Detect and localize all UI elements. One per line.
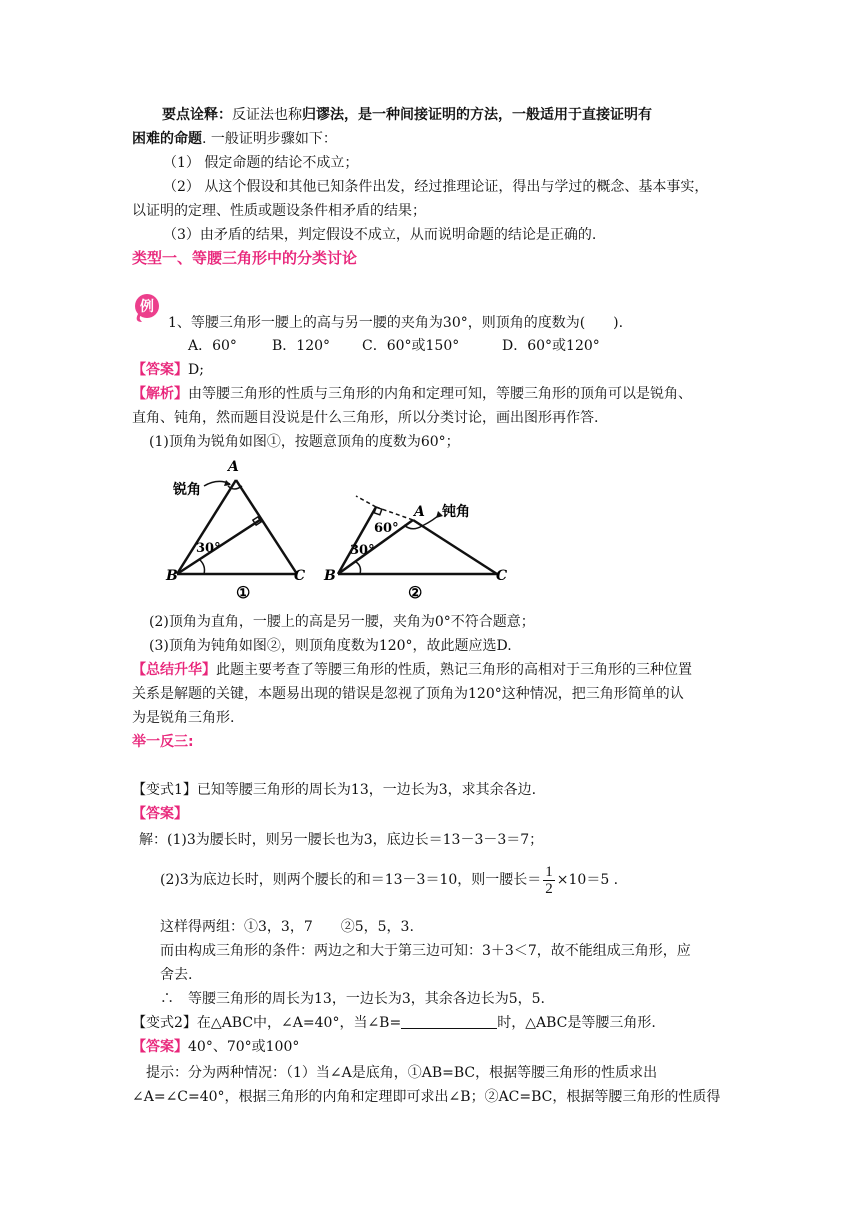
- v1-solution-2: [160, 862, 760, 898]
- q1-analysis-a: 由等腰三角形的性质与三角形的内角和定理可知，等腰三角形的顶角可以是锐角、: [188, 386, 692, 402]
- v2-answer-label: 【答案】: [132, 1039, 188, 1055]
- fig2-label-a: A: [414, 504, 425, 520]
- q1-options: [188, 334, 788, 358]
- q1-option-c: C．60°或150°: [362, 338, 460, 354]
- fig2-label-c: C: [496, 568, 508, 584]
- practice-label: 举一反三:: [132, 734, 194, 750]
- fig2-caption: ②: [408, 583, 423, 602]
- q1-answer: D;: [188, 362, 204, 378]
- fig1-angle: 30°: [196, 541, 221, 556]
- v1-solution-2a: (2)3为底边长时，则两个腰长的和＝13－3＝10，则一腰长＝: [160, 872, 542, 888]
- q1-summary-a: 此题主要考查了等腰三角形的性质，熟记三角形的高相对于三角形的三种位置: [216, 662, 692, 678]
- q1-analysis-line-2: 直角、钝角，然而题目没说是什么三角形，所以分类讨论，画出图形再作答.: [132, 410, 599, 426]
- q1-case-1: (1)顶角为锐角如图①，按题意顶角的度数为60°；: [149, 434, 460, 450]
- q1-stem: 1、等腰三角形一腰上的高与另一腰的夹角为30°，则顶角的度数为( ).: [168, 315, 624, 331]
- keypoint-intro-d: . 一般证明步骤如下：: [202, 131, 337, 147]
- v2-text-a: 在△ABC中，∠A=40°，当∠B=: [196, 1015, 402, 1031]
- fig2-label-b: B: [324, 568, 336, 584]
- keypoint-intro-a: 反证法也称: [232, 107, 302, 123]
- q1-summary-line-1: [132, 658, 732, 682]
- keypoint-line-1: [162, 103, 762, 127]
- fig1-caption: ①: [236, 583, 251, 602]
- keypoint-step-3: （3）由矛盾的结果，判定假设不成立，从而说明命题的结论是正确的.: [163, 227, 597, 243]
- q1-option-d: D．60°或120°: [502, 338, 600, 354]
- section-title: 类型一、等腰三角形中的分类讨论: [132, 249, 358, 267]
- fig1-angle-label: 锐角: [173, 482, 201, 498]
- fraction-numerator: 1: [545, 863, 553, 880]
- q1-analysis-line-1: [132, 382, 732, 406]
- q1-option-a: A．60°: [188, 338, 237, 354]
- v2-question: [132, 1011, 732, 1035]
- v1-text: 已知等腰三角形的周长为13，一边长为3，求其余各边.: [196, 782, 537, 798]
- q1-answer-line: [132, 358, 732, 382]
- v1-solution-1: 解：(1)3为腰长时，则另一腰长也为3，底边长＝13－3－3＝7；: [139, 832, 544, 848]
- fig2-angle-label: 钝角: [442, 504, 470, 520]
- q1-summary-line-2: 关系是解题的关键，本题易出现的错误是忽视了顶角为120°这种情况，把三角形简单的认: [132, 686, 684, 702]
- v1-answer-label: 【答案】: [132, 806, 188, 822]
- q1-option-b: B．120°: [272, 338, 331, 354]
- v2-label: 【变式2】: [132, 1015, 197, 1031]
- v2-hint-line-2: ∠A=∠C=40°，根据三角形的内角和定理即可求出∠B；②AC=BC，根据等腰三角形的性质得: [132, 1089, 721, 1105]
- q1-summary-label: 【总结升华】: [132, 662, 216, 678]
- v1-solution-2b: ×10＝5 .: [556, 872, 619, 888]
- keypoint-intro-c: 困难的命题: [132, 131, 202, 147]
- fraction-denominator: 2: [545, 880, 553, 897]
- v1-question: [132, 778, 732, 802]
- example-badge-text: 例: [140, 299, 154, 315]
- keypoint-step-1: （1） 假定命题的结论不成立；: [163, 155, 359, 171]
- v2-answer: 40°、70°或100°: [188, 1039, 300, 1055]
- fig1-label-c: C: [294, 568, 306, 584]
- v1-solution-5: ∴ 等腰三角形的周长为13，一边长为3，其余各边长为5，5.: [160, 991, 545, 1007]
- v1-solution-4b: 舍去.: [160, 967, 193, 983]
- q1-summary-line-3: 为是锐角三角形.: [132, 710, 235, 726]
- v2-hint-line-1: 提示：分为两种情况：（1）当∠A是底角，①AB=BC，根据等腰三角形的性质求出: [146, 1065, 658, 1081]
- figure-1: [165, 459, 305, 602]
- fig2-angle: 30°: [350, 543, 375, 558]
- fig1-label-a: A: [228, 459, 239, 475]
- fig2-angle-top: 60°: [374, 521, 399, 536]
- keypoint-step-2a: （2） 从这个假设和其他已知条件出发，经过推理论证，得出与学过的概念、基本事实，: [163, 179, 709, 195]
- v1-solution-4a: 而由构成三角形的条件：两边之和大于第三边可知：3＋3＜7，故不能组成三角形，应: [160, 943, 691, 959]
- triangle-figures: [160, 456, 540, 604]
- q1-case-3: (3)顶角为钝角如图②，则顶角度数为120°，故此题应选D.: [149, 638, 512, 654]
- keypoint-label: 要点诠释：: [162, 107, 232, 123]
- fig1-label-b: B: [166, 568, 178, 584]
- v1-label: 【变式1】: [132, 782, 197, 798]
- v2-text-b: 时，△ABC是等腰三角形.: [497, 1015, 656, 1031]
- v1-solution-3: 这样得两组：①3，3，7 ②5，5，3.: [160, 919, 414, 935]
- fraction-one-half: [543, 864, 555, 897]
- example-badge-icon: [132, 292, 164, 324]
- v2-answer-blank[interactable]: [401, 1014, 497, 1029]
- keypoint-intro-b: 归谬法，是一种间接证明的方法，一般适用于直接证明有: [302, 107, 652, 123]
- q1-answer-label: 【答案】: [132, 362, 188, 378]
- figure-2: [323, 496, 507, 602]
- q1-analysis-label: 【解析】: [132, 386, 188, 402]
- v2-answer-line: [132, 1035, 732, 1059]
- q1-case-2: (2)顶角为直角，一腰上的高是另一腰，夹角为0°不符合题意；: [149, 614, 535, 630]
- keypoint-step-2b: 以证明的定理、性质或题设条件相矛盾的结果；: [132, 203, 426, 219]
- keypoint-line-2: [132, 127, 732, 151]
